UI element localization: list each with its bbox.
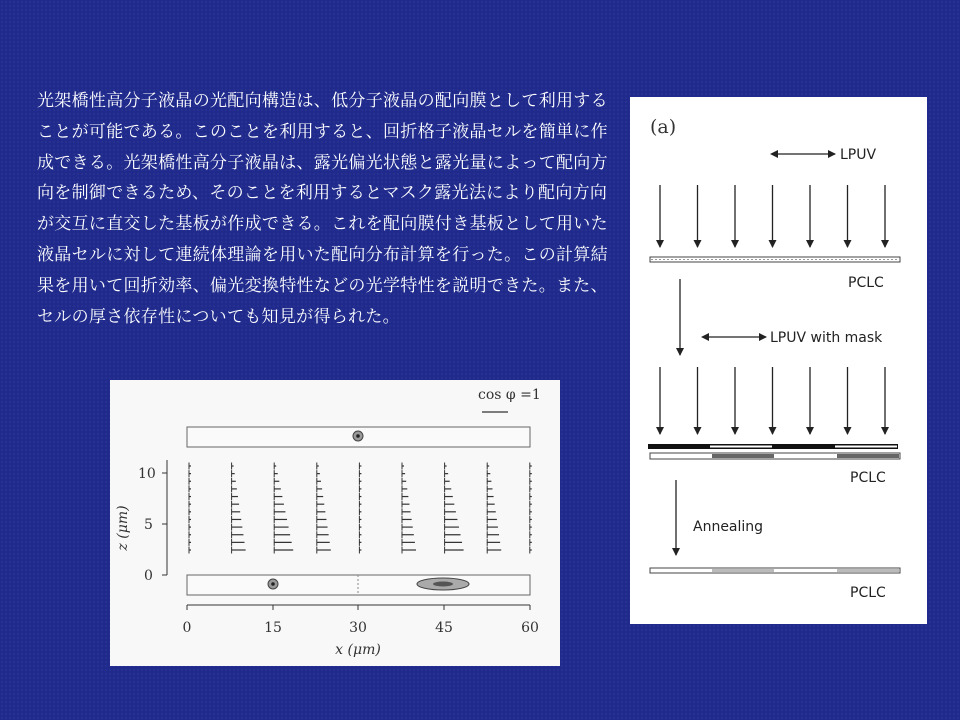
director-glyph: [317, 547, 331, 554]
director-glyph: [445, 531, 461, 538]
director-glyph: [402, 485, 407, 492]
x-tick-label-60: 60: [521, 620, 539, 636]
director-glyph: [274, 516, 287, 523]
director-glyph: [232, 501, 239, 508]
director-glyph: [359, 539, 361, 546]
director-glyph: [359, 493, 361, 500]
director-glyph: [359, 531, 361, 538]
director-glyph: [232, 493, 238, 500]
director-plot: [110, 380, 560, 666]
director-glyph: [402, 516, 412, 523]
director-glyph: [359, 516, 361, 523]
director-glyph: [232, 470, 235, 477]
director-glyph: [189, 470, 191, 477]
director-glyph: [445, 493, 453, 500]
director-glyph: [487, 547, 501, 554]
director-glyph: [317, 508, 326, 515]
director-glyph: [232, 524, 243, 531]
director-glyph: [232, 485, 237, 492]
director-glyph: [232, 539, 245, 546]
director-glyph: [445, 547, 464, 554]
uv-arrows-2: [660, 367, 885, 434]
director-glyph: [530, 493, 532, 500]
director-glyph: [530, 539, 532, 546]
step1-sample-label: PCLC: [848, 275, 884, 291]
director-glyph: [402, 501, 409, 508]
director-glyph: [317, 463, 319, 470]
director-glyph: [274, 501, 284, 508]
director-glyph: [530, 470, 532, 477]
director-glyph: [317, 516, 327, 523]
y-tick-label-0: 0: [144, 568, 153, 584]
director-glyph: [317, 524, 328, 531]
director-glyph: [530, 547, 532, 554]
director-glyph: [487, 539, 500, 546]
director-glyph: [487, 508, 496, 515]
director-glyph: [274, 485, 281, 492]
director-glyph: [232, 547, 246, 554]
director-glyph: [274, 524, 288, 531]
director-glyph: [359, 501, 361, 508]
director-glyph: [445, 501, 455, 508]
director-glyph: [530, 485, 532, 492]
director-glyph: [402, 493, 408, 500]
director-glyph: [530, 478, 532, 485]
director-glyph: [189, 531, 191, 538]
director-glyph: [189, 501, 191, 508]
director-glyph: [232, 478, 236, 485]
uv-arrows-1: [660, 185, 885, 247]
director-glyph: [402, 531, 414, 538]
director-glyph: [232, 508, 241, 515]
director-glyph: [274, 508, 285, 515]
director-glyph: [445, 516, 458, 523]
fabrication-process-figure: [630, 97, 927, 624]
director-glyph: [487, 463, 489, 470]
step2-sample-label: PCLC: [850, 470, 886, 486]
director-glyph: [232, 463, 234, 470]
director-glyph: [317, 531, 329, 538]
director-glyph: [317, 501, 324, 508]
director-glyph: [402, 524, 413, 531]
director-glyph: [402, 463, 404, 470]
director-glyph: [402, 470, 405, 477]
director-glyph: [189, 508, 191, 515]
director-glyph: [359, 478, 361, 485]
director-glyph: [445, 508, 456, 515]
abstract-text: 光架橋性高分子液晶の光配向構造は、低分子液晶の配向膜として利用することが可能である。このことを利用すると、回折格子液晶セルを簡単に作成できる。光架橋性高分子液晶は、露光偏光状態と露光量によって配向方向を制御できるため、そのことを利用するとマスク露光法により配向方向が交互に直交した基板が作成できる。これを配向膜付き基板として用いた液晶セルに対して連続体理論を用いた配向分布計算を行った。この計算結果を用いて回折効率、偏光変換特性などの光学特性を説明できた。また、セルの厚さ依存性についても知見が得られた。: [37, 91, 608, 327]
director-glyph: [445, 485, 452, 492]
director-glyph: [189, 516, 191, 523]
director-glyph: [487, 531, 499, 538]
step1-label: LPUV: [840, 147, 877, 163]
director-distribution-figure: [110, 380, 560, 666]
director-glyph: [189, 524, 191, 531]
step3-label: Annealing: [693, 519, 764, 535]
bottom-molecule-left-core: [271, 582, 275, 586]
director-glyph: [487, 524, 498, 531]
director-glyph: [445, 478, 450, 485]
y-axis-label: z (μm): [115, 505, 131, 551]
director-glyph: [274, 539, 291, 546]
y-tick-label-10: 10: [138, 466, 156, 482]
director-glyph: [189, 478, 191, 485]
x-tick-label-15: 15: [264, 620, 282, 636]
director-glyph: [317, 493, 323, 500]
panel-label: (a): [650, 116, 677, 138]
y-tick-label-5: 5: [144, 517, 153, 533]
director-glyph: [530, 501, 532, 508]
director-glyph: [530, 463, 532, 470]
director-glyph: [487, 470, 490, 477]
director-glyph: [487, 516, 497, 523]
director-glyph: [359, 470, 361, 477]
director-glyph: [359, 547, 361, 554]
director-glyph: [189, 485, 191, 492]
mask-opening-2: [835, 446, 897, 448]
bottom-molecule-right-core: [433, 582, 453, 587]
annealed-region-2: [837, 569, 899, 572]
director-glyph: [232, 516, 242, 523]
x-tick-label-0: 0: [182, 620, 192, 636]
director-glyph: [445, 524, 459, 531]
director-glyph: [530, 508, 532, 515]
director-glyph: [274, 463, 276, 470]
top-molecule-core: [356, 434, 360, 438]
director-glyph: [274, 478, 279, 485]
director-glyph: [530, 516, 532, 523]
legend-text: cos φ =1: [478, 387, 541, 403]
director-glyph: [487, 493, 493, 500]
x-axis-label: x (μm): [335, 642, 381, 658]
director-glyph: [317, 470, 320, 477]
x-tick-label-45: 45: [435, 620, 453, 636]
director-glyph: [402, 478, 406, 485]
x-tick-label-30: 30: [349, 620, 367, 636]
director-glyph: [274, 547, 293, 554]
director-glyph: [445, 470, 449, 477]
director-glyph: [359, 508, 361, 515]
director-glyph: [189, 493, 191, 500]
step2-label: LPUV with mask: [770, 330, 883, 346]
process-diagram: [630, 97, 927, 624]
director-glyph: [232, 531, 244, 538]
director-glyph: [402, 539, 415, 546]
exposed-region-2: [837, 454, 899, 458]
mask-opening-1: [710, 446, 772, 448]
director-glyph: [189, 463, 191, 470]
director-field: [189, 463, 532, 554]
director-glyph: [317, 539, 330, 546]
director-glyph: [487, 478, 491, 485]
director-glyph: [487, 501, 494, 508]
director-glyph: [359, 524, 361, 531]
director-glyph: [530, 524, 532, 531]
director-glyph: [274, 531, 290, 538]
director-glyph: [445, 463, 447, 470]
step3-sample-label: PCLC: [850, 585, 886, 601]
annealed-region-1: [712, 569, 774, 572]
director-glyph: [274, 470, 278, 477]
director-glyph: [445, 539, 462, 546]
director-glyph: [189, 539, 191, 546]
director-glyph: [317, 485, 322, 492]
director-glyph: [402, 547, 416, 554]
director-glyph: [317, 478, 321, 485]
director-glyph: [189, 547, 191, 554]
director-glyph: [274, 493, 282, 500]
director-glyph: [487, 485, 492, 492]
director-glyph: [359, 463, 361, 470]
exposed-region-1: [712, 454, 774, 458]
director-glyph: [359, 485, 361, 492]
director-glyph: [530, 531, 532, 538]
director-glyph: [402, 508, 411, 515]
